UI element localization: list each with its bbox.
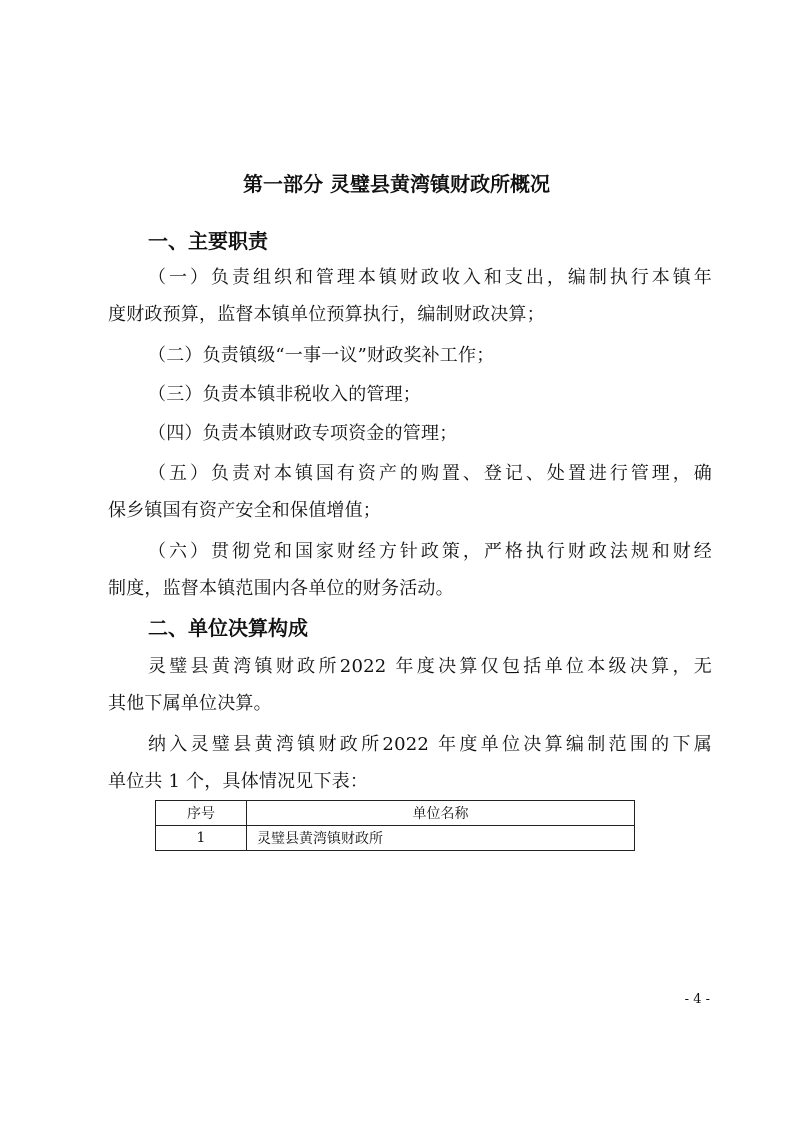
section-heading-composition: 二、单位决算构成 [148,616,308,640]
duty-item-5-line1: （五）负责对本镇国有资产的购置、登记、处置进行管理，确 [148,463,712,484]
duty-item-6-line2: 制度，监督本镇范围内各单位的财务活动。 [108,578,454,599]
duty-item-3-line1: （三）负责本镇非税收入的管理； [148,384,421,405]
section-heading-duties: 一、主要职责 [148,229,268,253]
unit-table [155,800,635,851]
duty-item-4 [108,415,712,452]
duty-item-1 [108,259,712,333]
duty-item-6-line1: （六）贯彻党和国家财经方针政策，严格执行财政法规和财经 [148,541,712,562]
composition-paragraph-1-line1: 灵璧县黄湾镇财政所2022 年度决算仅包括单位本级决算，无 [148,656,712,677]
table-cell-number: 1 [156,826,247,851]
duty-item-6 [108,533,712,607]
duty-item-2 [108,337,712,374]
composition-paragraph-2-line1: 纳入灵璧县黄湾镇财政所2022 年度单位决算编制范围的下属 [148,734,712,755]
composition-paragraph-2 [108,726,712,800]
composition-paragraph-1 [108,648,712,722]
table-header-unit-name: 单位名称 [247,801,635,826]
duty-item-2-line1: （二）负责镇级“一事一议”财政奖补工作； [148,345,495,366]
page-title: 第一部分 灵璧县黄湾镇财政所概况 [243,172,550,196]
duty-item-4-line1: （四）负责本镇财政专项资金的管理； [148,423,458,444]
composition-paragraph-1-line2: 其他下属单位决算。 [108,693,272,714]
composition-paragraph-2-line2: 单位共 1 个，具体情况见下表： [108,771,369,792]
duty-item-1-line1: （一）负责组织和管理本镇财政收入和支出，编制执行本镇年 [148,267,712,288]
duty-item-5-line2: 保乡镇国有资产安全和保值增值； [108,500,381,521]
duty-item-1-line2: 度财政预算，监督本镇单位预算执行，编制财政决算； [108,304,545,325]
table-header-row [156,801,635,826]
page-number: - 4 - [684,992,710,1007]
table-cell-unit-name: 灵璧县黄湾镇财政所 [247,826,635,851]
duty-item-5 [108,455,712,529]
table-header-number: 序号 [156,801,247,826]
table-row [156,826,635,851]
duty-item-3 [108,376,712,413]
